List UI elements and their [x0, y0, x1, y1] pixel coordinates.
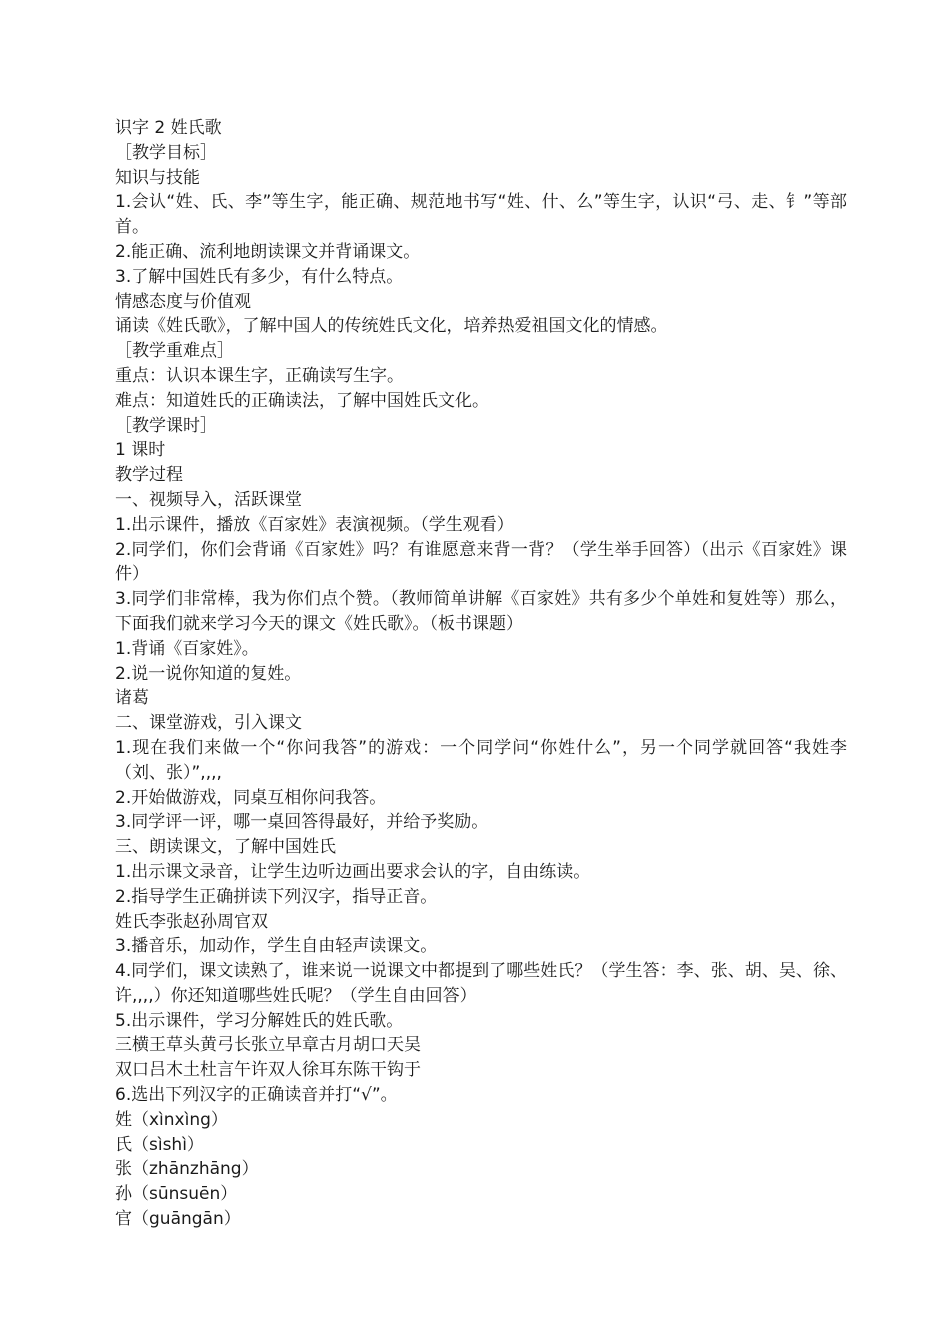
text-line: 2.说一说你知道的复姓。	[115, 663, 302, 684]
text-line: 双口吕木土杜言午许双人徐耳东陈干钩于	[115, 1060, 421, 1081]
text-line: 1.现在我们来做一个“你问我答”的游戏：一个同学问“你姓什么”，另一个同学就回答“我姓李（刘、张）”,,,,	[115, 737, 847, 783]
text-line: 5.出示课件，学习分解姓氏的姓氏歌。	[115, 1010, 404, 1031]
text-line: 孙（sūnsuēn）	[115, 1184, 238, 1205]
text-line: 氏（sìshì）	[115, 1134, 204, 1155]
text-line: 2.指导学生正确拼读下列汉字，指导正音。	[115, 886, 438, 907]
text-line: 二、课堂游戏，引入课文	[115, 713, 302, 734]
text-line: 情感态度与价值观	[115, 291, 251, 312]
text-line: 姓氏李张赵孙周官双	[115, 911, 268, 932]
text-line: 一、视频导入，活跃课堂	[115, 489, 302, 510]
text-line: 1.背诵《百家姓》。	[115, 638, 259, 659]
text-line: 三、朗读课文，了解中国姓氏	[115, 837, 336, 858]
text-line: 三横王草头黄弓长张立早章古月胡口天吴	[115, 1035, 421, 1056]
text-line: 重点：认识本课生字，正确读写生字。	[115, 365, 404, 386]
document-body	[115, 116, 847, 1232]
text-line: 识字 2 姓氏歌	[115, 118, 222, 138]
text-line: 教学过程	[115, 465, 183, 486]
text-line: 1 课时	[115, 440, 166, 461]
text-line: 1.会认“姓、氏、李”等生字，能正确、规范地书写“姓、什、么”等生字，认识“弓、走、钅”等部首。	[115, 192, 847, 238]
text-line: 诵读《姓氏歌》，了解中国人的传统姓氏文化，培养热爱祖国文化的情感。	[115, 316, 668, 337]
text-line: 1.出示课件，播放《百家姓》表演视频。（学生观看）	[115, 514, 514, 535]
text-line: 3.同学评一评，哪一桌回答得最好，并给予奖励。	[115, 812, 489, 833]
text-line: ［教学目标］	[115, 142, 217, 163]
text-line: 难点：知道姓氏的正确读法，了解中国姓氏文化。	[115, 390, 489, 411]
text-line: 1.出示课文录音，让学生边听边画出要求会认的字，自由练读。	[115, 861, 591, 882]
text-line: 2.能正确、流利地朗读课文并背诵课文。	[115, 241, 421, 262]
text-line: ［教学重难点］	[115, 341, 234, 362]
text-line: 4.同学们，课文读熟了，谁来说一说课文中都提到了哪些姓氏？（学生答：李、张、胡、吴、徐、许,,,,）你还知道哪些姓氏呢？（学生自由回答）	[115, 961, 847, 1006]
text-line: 6.选出下列汉字的正确读音并打“√”。	[115, 1085, 398, 1106]
text-line: ［教学课时］	[115, 415, 217, 436]
text-line: 3.了解中国姓氏有多少，有什么特点。	[115, 266, 404, 287]
text-line: 3.播音乐，加动作，学生自由轻声读课文。	[115, 936, 438, 957]
text-line: 3.同学们非常棒，我为你们点个赞。（教师简单讲解《百家姓》共有多少个单姓和复姓等）那么，下面我们就来学习今天的课文《姓氏歌》。（板书课题）	[115, 589, 847, 634]
text-line: 知识与技能	[115, 167, 200, 188]
text-line: 诸葛	[115, 688, 149, 709]
text-line: 2.开始做游戏，同桌互相你问我答。	[115, 787, 387, 808]
text-line: 2.同学们，你们会背诵《百家姓》吗？有谁愿意来背一背？（学生举手回答）（出示《百家姓》课件）	[115, 539, 847, 585]
text-line: 张（zhānzhāng）	[115, 1159, 259, 1180]
text-line: 姓（xìnxìng）	[115, 1109, 228, 1130]
text-line: 官（guāngān）	[115, 1209, 241, 1230]
